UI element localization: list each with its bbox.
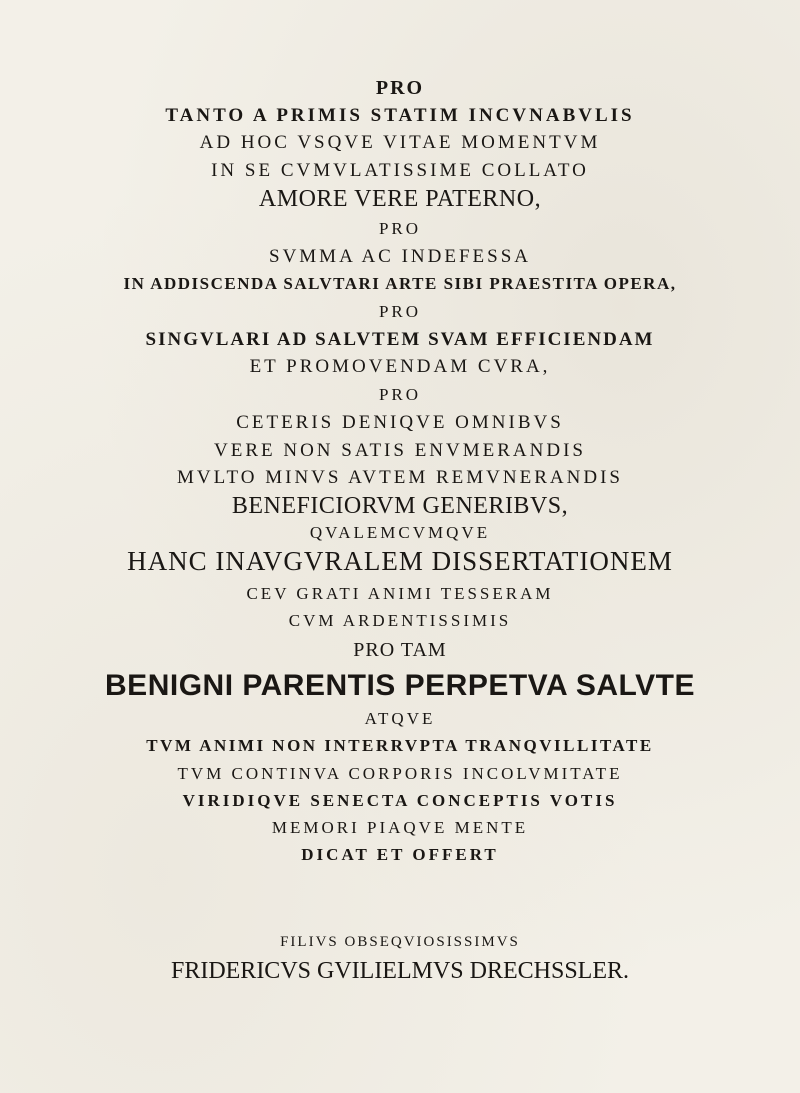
dedication-line-2: AD HOC VSQVE VITAE MOMENTVM (199, 132, 601, 153)
dedication-line-22: ATQVE (364, 709, 436, 728)
dedication-line-25: VIRIDIQVE SENECTA CONCEPTIS VOTIS (182, 791, 618, 810)
dedication-line-19: CVM ARDENTISSIMIS (288, 611, 512, 630)
dedication-line-12: CETERIS DENIQVE OMNIBVS (236, 412, 564, 433)
dedication-line-4: AMORE VERE PATERNO, (258, 186, 542, 212)
dedication-line-21: BENIGNI PARENTIS PERPETVA SALVTE (105, 669, 695, 702)
dedication-line-15: BENEFICIORVM GENERIBVS, (231, 493, 569, 519)
dedication-line-10: ET PROMOVENDAM CVRA, (249, 356, 551, 377)
dedication-line-13: VERE NON SATIS ENVMERANDIS (214, 440, 586, 461)
dedication-line-26: MEMORI PIAQVE MENTE (271, 818, 529, 837)
dedication-line-24: TVM CONTINVA CORPORIS INCOLVMITATE (177, 764, 623, 783)
signature-role: FILIVS OBSEQVIOSISSIMVS (280, 934, 520, 950)
dedication-line-9: SINGVLARI AD SALVTEM SVAM EFFICIENDAM (145, 329, 655, 350)
dedication-line-pro-3: PRO (378, 302, 422, 321)
dedication-line-7: IN ADDISCENDA SALVTARI ARTE SIBI PRAESTITA OPERA, (123, 274, 677, 293)
dedication-line-1: TANTO A PRIMIS STATIM INCVNABVLIS (165, 105, 635, 126)
dedication-line-pro-2: PRO (378, 219, 422, 238)
dedication-line-3: IN SE CVMVLATISSIME COLLATO (211, 160, 589, 181)
dedication-line-17: HANC INAVGVRALEM DISSERTATIONEM (127, 546, 673, 576)
dedication-line-18: CEV GRATI ANIMI TESSERAM (246, 584, 554, 603)
dedication-line-6: SVMMA AC INDEFESSA (269, 246, 531, 267)
dedication-line-pro-1: PRO (375, 77, 425, 99)
dedication-line-20: PRO TAM (353, 639, 447, 661)
dedication-line-pro-4: PRO (378, 385, 422, 404)
dedication-line-14: MVLTO MINVS AVTEM REMVNERANDIS (177, 467, 623, 488)
dedication-line-27: DICAT ET OFFERT (301, 845, 499, 864)
dedication-line-23: TVM ANIMI NON INTERRVPTA TRANQVILLITATE (146, 736, 654, 755)
dedication-line-16: QVALEMCVMQVE (309, 523, 491, 542)
signature-name: FRIDERICVS GVILIELMVS DRECHSSLER. (170, 958, 630, 984)
